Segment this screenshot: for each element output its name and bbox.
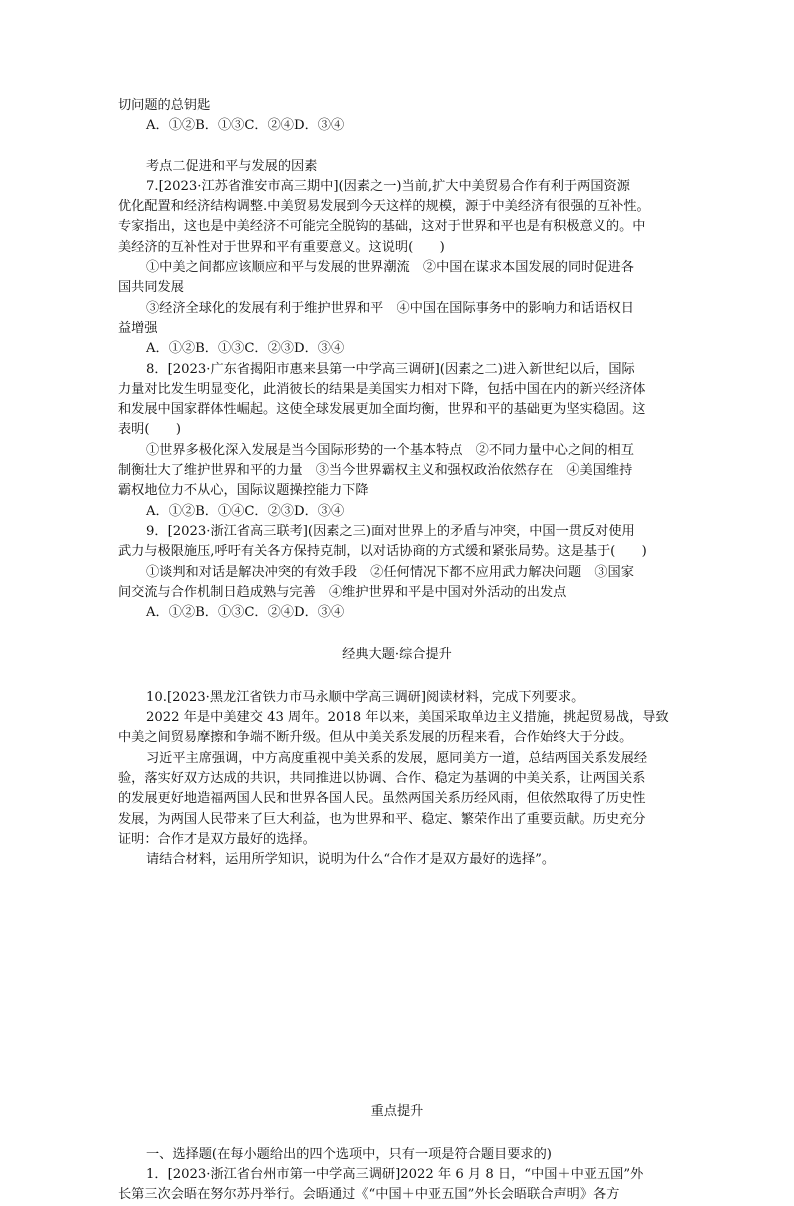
question-7-line: 优化配置和经济结构调整.中美贸易发展到今天这样的规模，源于中美经济有很强的互补性。 (118, 199, 650, 215)
question-8-line: 和发展中国家群体性崛起。这使全球发展更加全面均衡，世界和平的基础更为坚实稳固。这 (118, 402, 646, 418)
section-title-key: 重点提升 (370, 1104, 424, 1120)
question-10-material-line: 证明：合作才是双方最好的选择。 (118, 831, 316, 847)
section-heading: 考点二促进和平与发展的因素 (146, 158, 318, 174)
question-8-line: 表明( ) (118, 422, 182, 438)
question-7-option-line: ①中美之间都应该顺应和平与发展的世界潮流 ②中国在谋求本国发展的同时促进各 (146, 260, 634, 276)
section-title-classic: 经典大题·综合提升 (342, 647, 452, 663)
spacer (118, 666, 676, 688)
document-page (118, 96, 676, 1206)
question-10-material-line: 发展，为两国人民带来了巨大利益，也为世界和平、稳定、繁荣作出了重要贡献。历史充分 (118, 811, 646, 827)
question-7-line: 7.[2023·江苏省淮安市高三期中](因素之一)当前,扩大中美贸易合作有利于两国资源 (146, 178, 630, 194)
text-line: 切问题的总钥匙 (118, 98, 211, 113)
question-7-option-line: 益增强 (118, 320, 158, 336)
question-10-prompt: 请结合材料，运用所学知识，说明为什么“合作才是双方最好的选择”。 (146, 852, 556, 868)
question-10-material-line: 2022 年是中美建交 43 周年。2018 年以来，美国采取单边主义措施，挑起贸易战，导致 (146, 710, 669, 726)
question-1-line: 长第三次会晤在努尔苏丹举行。会晤通过《“中国＋中亚五国”外长会晤联合声明》各方 (118, 1187, 620, 1203)
question-9-line: 武力与极限施压,呼吁有关各方保持克制，以对话协商的方式缓和紧张局势。这是基于( ) (118, 544, 647, 560)
spacer (118, 1123, 676, 1145)
question-10-material-line: 的发展更好地造福两国人民和世界各国人民。虽然两国关系历经风雨，但依然取得了历史性 (118, 791, 646, 807)
question-7-option-line: 国共同发展 (118, 280, 184, 296)
answer-options: A．①②B．①③C．②④D．③④ (146, 118, 345, 134)
spacer (118, 623, 676, 645)
question-9-answers: A．①②B．①③C．②④D．③④ (146, 605, 345, 621)
question-1-line: 1．[2023·浙江省台州市第一中学高三调研]2022 年 6 月 8 日，“中国＋中亚五国”外 (146, 1166, 644, 1182)
question-9-option-line: 间交流与合作机制日趋成熟与完善 ④维护世界和平是中国对外活动的出发点 (118, 584, 567, 600)
question-7-option-line: ③经济全球化的发展有利于维护世界和平 ④中国在国际事务中的影响力和话语权日 (146, 300, 634, 316)
question-10-material-line: 习近平主席强调，中方高度重视中美关系的发展，愿同美方一道，总结两国关系发展经 (146, 750, 648, 766)
question-7-line: 专家指出，这也是中美经济不可能完全脱钩的基础，这对于世界和平也是有积极意义的。中 (118, 219, 646, 235)
spacer (118, 137, 676, 157)
question-8-line: 8．[2023·广东省揭阳市惠来县第一中学高三调研](因素之二)进入新世纪以后，国际 (146, 361, 635, 377)
question-8-option-line: 霸权地位力不从心，国际议题操控能力下降 (118, 483, 369, 499)
question-9-option-line: ①谈判和对话是解决冲突的有效手段 ②任何情况下都不应用武力解决问题 ③国家 (146, 564, 634, 580)
question-9-line: 9．[2023·浙江省高三联考](因素之三)面对世界上的矛盾与冲突，中国一贯反对使用 (146, 523, 635, 539)
question-10-line: 10.[2023·黑龙江省铁力市马永顺中学高三调研]阅读材料，完成下列要求。 (146, 689, 585, 705)
answer-space (118, 870, 676, 1102)
question-10-material-line: 中美之间贸易摩擦和争端不断升级。但从中美关系发展的历程来看，合作始终大于分歧。 (118, 730, 633, 746)
question-10-material-line: 验，落实好双方达成的共识，共同推进以协调、合作、稳定为基调的中美关系，让两国关系 (118, 770, 646, 786)
question-8-line: 力量对比发生明显变化，此消彼长的结果是美国实力相对下降，包括中国在内的新兴经济体 (118, 381, 646, 397)
question-8-option-line: 制衡壮大了维护世界和平的力量 ③当今世界霸权主义和强权政治依然存在 ④美国维持 (118, 463, 633, 479)
question-8-option-line: ①世界多极化深入发展是当今国际形势的一个基本特点 ②不同力量中心之间的相互 (146, 442, 634, 458)
choice-section-instruction: 一、选择题(在每小题给出的四个选项中，只有一项是符合题目要求的) (146, 1146, 552, 1162)
question-8-answers: A．①②B．①④C．②③D．③④ (146, 503, 345, 519)
question-7-answers: A．①②B．①③C．②③D．③④ (146, 341, 345, 357)
question-7-line: 美经济的互补性对于世界和平有重要意义。这说明( ) (118, 239, 445, 255)
